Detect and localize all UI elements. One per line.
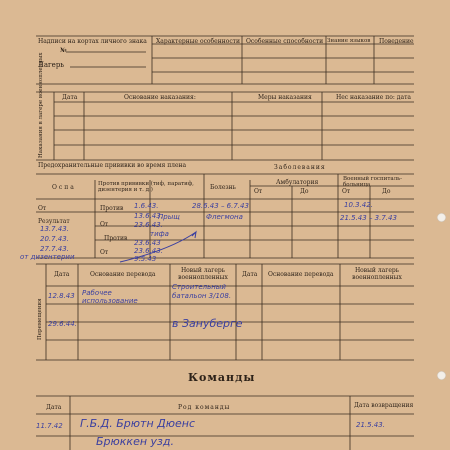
punch-hole (437, 371, 446, 380)
typhus-against-label: Против (100, 205, 124, 212)
smallpox-date-2: 20.7.43. (40, 235, 69, 243)
command-return-1: 21.5.43. (356, 421, 385, 429)
illness-word-1: Флегмона (206, 213, 243, 221)
disease-header: Болезнь (210, 184, 236, 191)
vacc-date-2b: 23.6.43. (134, 221, 163, 229)
punish-measures-header: Меры наказания (258, 94, 312, 101)
languages-header: Знание языков (327, 38, 371, 44)
typhus-word: тифа (150, 230, 169, 238)
commands-return-header: Дата возвращения (354, 402, 414, 409)
smallpox-date-3: 27.7.43. (40, 245, 69, 253)
transfer-date-header: Дата (54, 271, 70, 278)
typhus-date: 1.6.43. (134, 202, 159, 210)
smallpox-header: Оспа (52, 184, 76, 191)
transfer-date-2: 29.6.44. (48, 320, 77, 328)
from-label-3: От (100, 249, 109, 256)
amb-to-header: До (300, 188, 309, 195)
transfer-reason-1: Рабочее использование (82, 289, 138, 305)
punish-date-header: Дата (62, 94, 78, 101)
amb-from-header: От (254, 188, 263, 195)
illness-title: Заболевания (274, 164, 326, 171)
punish-reason-header: Основание наказания: (124, 94, 196, 101)
transfer-camp-1: Строительный батальон 3/108. (172, 283, 232, 300)
against-header: Против прививки (тиф, паратиф, дизентерия и т. д.) (98, 181, 194, 193)
transfer-reason-header: Основание перевода (90, 271, 156, 278)
punish-served-header: Нес наказание по: дата (336, 94, 411, 101)
typhus-date-b: 23.6.43. (134, 247, 163, 255)
hosp-to-header: До (382, 188, 391, 195)
transfer-date-header-2: Дата (242, 271, 258, 278)
ambulatory-header: Амбулатория (276, 179, 319, 186)
punishment-side-label: Наказания в лагере военнопленных (38, 52, 44, 158)
punch-hole (437, 213, 446, 222)
command-text-1: Г.Б.Д. Брютн Дюенс (80, 417, 196, 430)
illness-word-2: Прыщ (158, 213, 180, 221)
from-label-2: От (100, 221, 109, 228)
illness-dates-1: 28.6.43 – 6.7.43 (192, 202, 249, 210)
transfer-newcamp-header: Новый лагерь военнопленных (178, 267, 228, 281)
vaccination-title: Предохранительные прививки во время плена (38, 162, 187, 169)
hospital-header: Военный госпиталь-больница (343, 176, 403, 188)
commands-kind-header: Род команды (178, 404, 231, 411)
against-label-2: Против (104, 235, 128, 242)
hospital-entry-2: 21.5.43 – 3.7.43 (340, 214, 397, 222)
dysentery-note: от дизентерии (20, 253, 75, 261)
transfer-newcamp-header-2: Новый лагерь военнопленных (352, 267, 402, 281)
hosp-from-header: От (342, 188, 351, 195)
commands-date-header: Дата (46, 404, 62, 411)
abilities-header: Особенные способности (246, 38, 324, 45)
number-label: № (60, 47, 67, 54)
camp-label: Лагерь (38, 61, 65, 69)
smallpox-date-1: 13.7.43. (40, 225, 69, 233)
commands-title: Команды (188, 371, 256, 384)
transfers-side-label: Перемещения (37, 298, 43, 340)
typhus-date-a: 23.6.43 (134, 239, 161, 247)
marks-label: Надписи на кортах личного знака (38, 38, 147, 45)
behavior-header: Поведение (379, 38, 414, 45)
command-date-1: 11.7.42 (36, 422, 63, 430)
hospital-entry-1: 10.3.42. (344, 201, 373, 209)
command-text-2: Брюккен узд. (96, 435, 174, 448)
vacc-date-3: 9.5.43 (134, 255, 157, 263)
transfer-reason-header-2: Основание перевода (268, 271, 334, 278)
vacc-date-2a: 13.6.43. (134, 212, 163, 220)
features-header: Характерные особенности (156, 38, 240, 45)
transfer-date-1: 12.8.43 (48, 292, 75, 300)
transfer-camp-2: в Зануберге (172, 317, 243, 330)
result-label: Результат (38, 218, 70, 225)
from-label: От (38, 205, 47, 212)
